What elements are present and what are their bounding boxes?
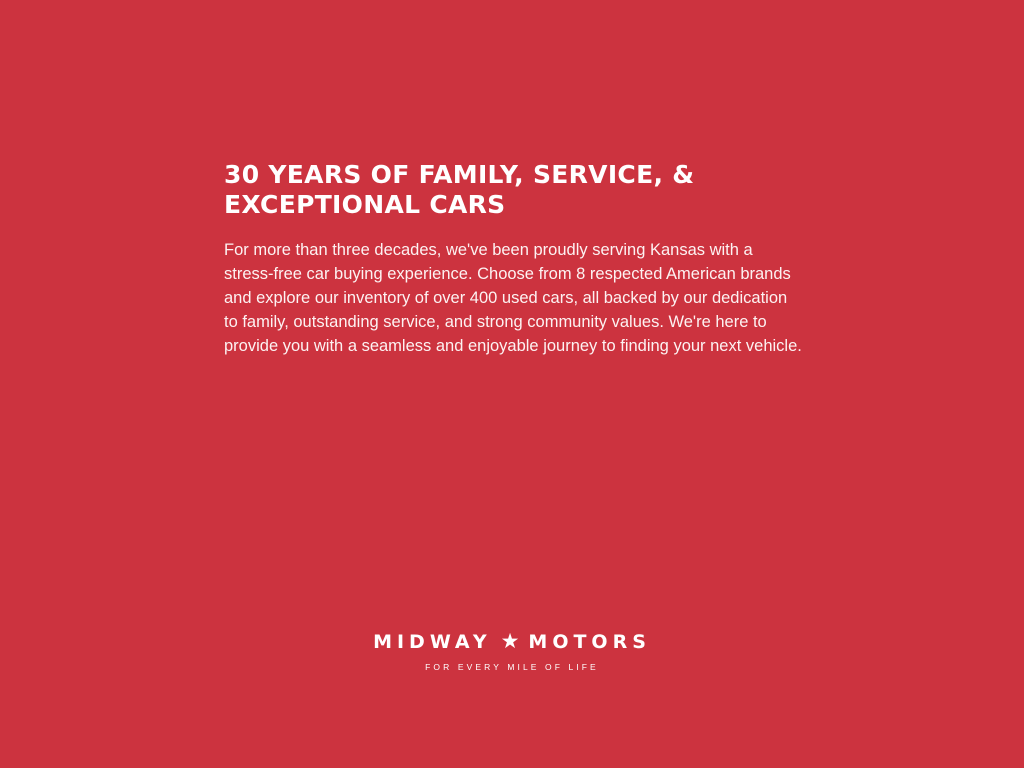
logo-word-right: MOTORS [528,631,651,653]
body-paragraph: For more than three decades, we've been proudly serving Kansas with a stress-free car buying experience. Choose from 8 respected American brands and explore our inventory of over 400 used cars, all backed by our dedication to family, outstanding service, and strong community values. We're here to provide you with a seamless and enjoyable journey to finding your next vehicle. [224,241,802,355]
page-title: 30 YEARS OF FAMILY, SERVICE, & EXCEPTIONAL CARS [224,160,695,219]
text-content-block [224,160,824,358]
logo-word-left: MIDWAY [373,631,492,653]
brand-logo [0,632,1024,672]
logo-wordmark [373,632,651,653]
logo-tagline: FOR EVERY MILE OF LIFE [425,662,599,672]
star-icon: ★ [500,630,520,653]
